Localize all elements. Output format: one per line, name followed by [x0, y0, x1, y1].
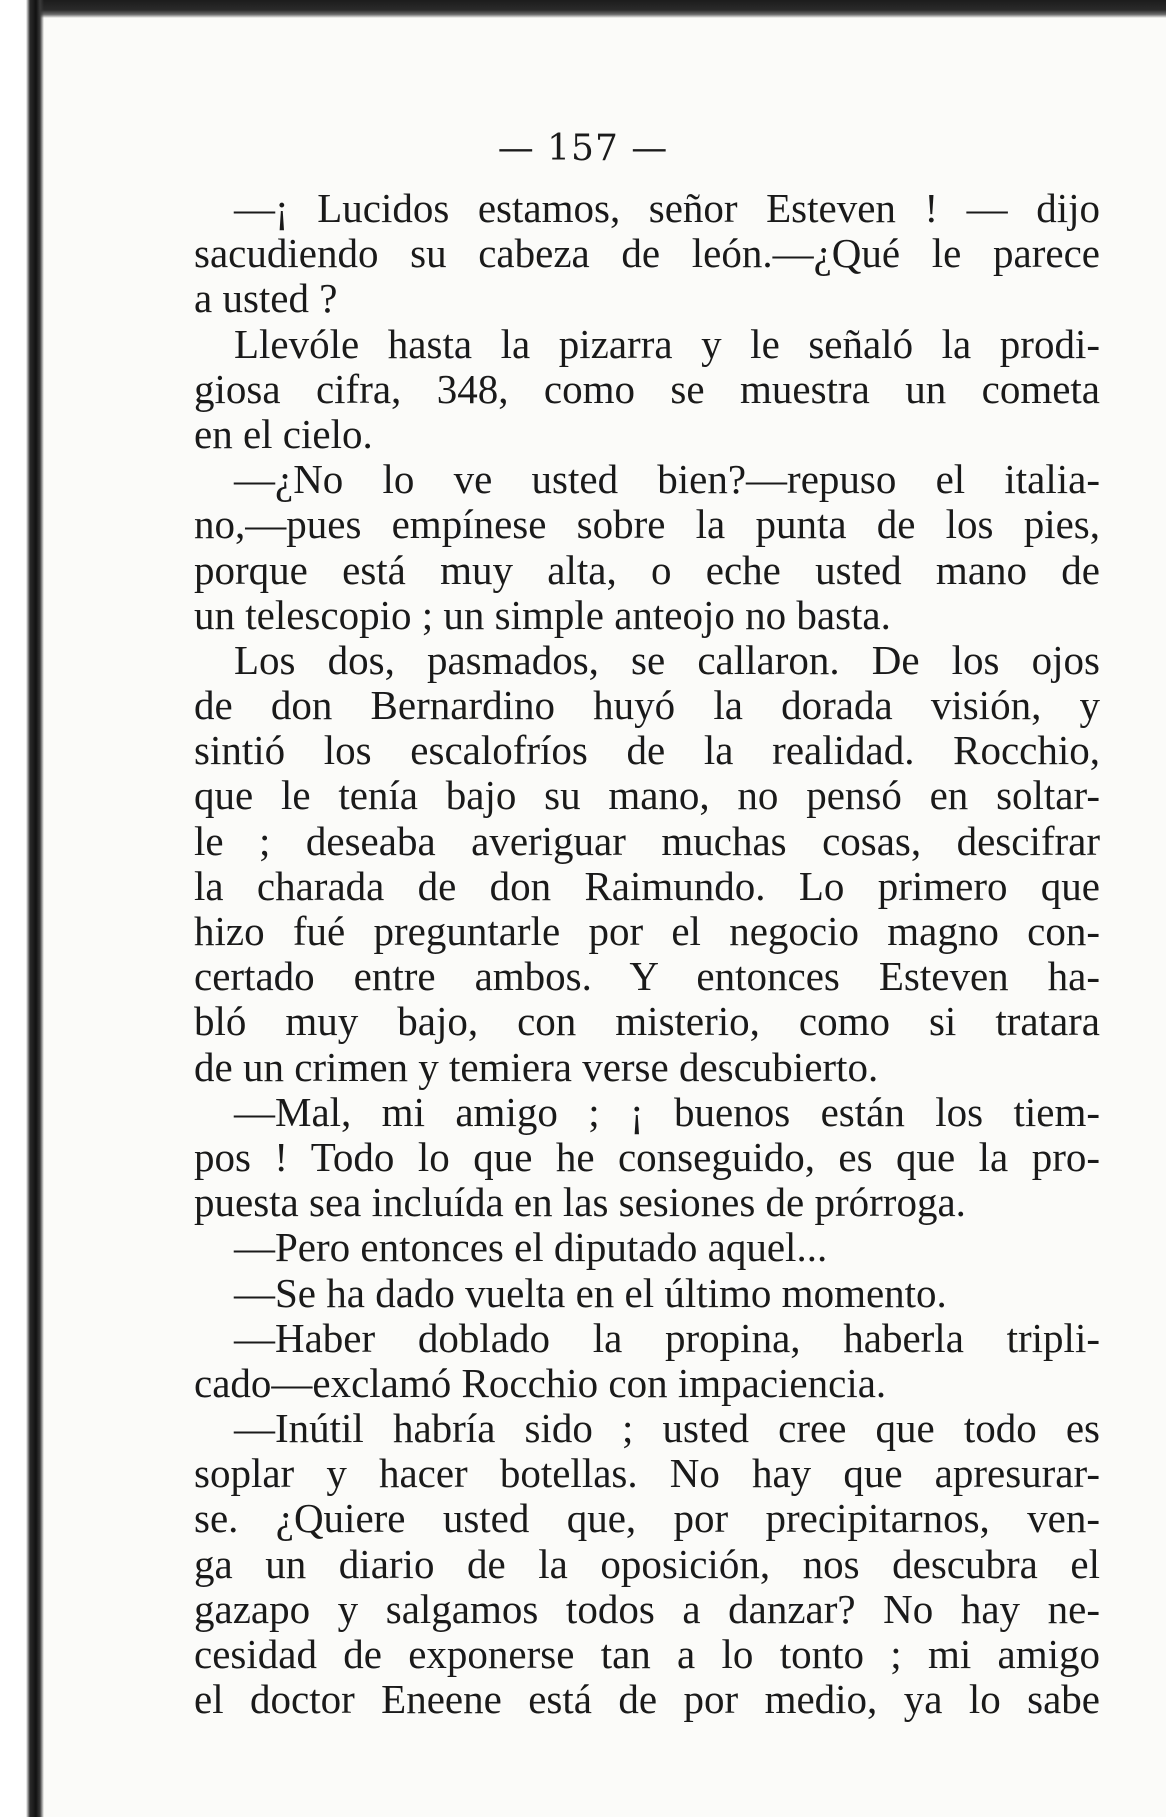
text-line: de un crimen y temiera verse descubierto.	[194, 1043, 879, 1090]
text-line: se. ¿Quiere usted que, por precipitarnos, ven-	[194, 1495, 1100, 1542]
text-line: certado entre ambos. Y entonces Esteven ha-	[194, 953, 1100, 1000]
text-line: —Inútil habría sido ; usted cree que todo es	[234, 1405, 1100, 1452]
text-line: —Mal, mi amigo ; ¡ buenos están los tiem-	[234, 1088, 1100, 1135]
text-line: soplar y hacer botellas. No hay que apresurar-	[194, 1450, 1100, 1497]
text-line: Los dos, pasmados, se callaron. De los ojos	[234, 636, 1100, 683]
text-line: el doctor Eneene está de por medio, ya lo sabe	[194, 1676, 1100, 1723]
page-number: — 157 —	[497, 128, 669, 169]
text-line: —Haber doblado la propina, haberla tripli-	[234, 1314, 1100, 1361]
text-line: no,—pues empínese sobre la punta de los pies,	[194, 501, 1100, 548]
text-line: —Se ha dado vuelta en el último momento.	[234, 1269, 947, 1316]
text-line: sacudiendo su cabeza de león.—¿Qué le parece	[194, 230, 1100, 277]
text-line: puesta sea incluída en las sesiones de prórroga.	[194, 1179, 966, 1226]
text-line: que le tenía bajo su mano, no pensó en soltar-	[194, 772, 1100, 819]
text-line: en el cielo.	[194, 410, 373, 457]
scan-top-edge	[0, 0, 1166, 18]
text-line: le ; deseaba averiguar muchas cosas, descifrar	[194, 817, 1100, 864]
text-line: —¡ Lucidos estamos, señor Esteven ! — dijo	[234, 185, 1100, 231]
text-line: ga un diario de la oposición, nos descubra el	[194, 1540, 1100, 1587]
text-line: sintió los escalofríos de la realidad. Rocchio,	[194, 727, 1100, 774]
body-text	[194, 186, 1100, 1722]
text-line: la charada de don Raimundo. Lo primero que	[194, 862, 1100, 909]
text-line: gazapo y salgamos todos a danzar? No hay ne-	[194, 1585, 1100, 1632]
text-line: un telescopio ; un simple anteojo no basta.	[194, 591, 891, 638]
text-line: cado—exclamó Rocchio con impaciencia.	[194, 1359, 887, 1406]
text-line: giosa cifra, 348, como se muestra un cometa	[194, 365, 1100, 412]
text-line: Llevóle hasta la pizarra y le señaló la prodi-	[234, 320, 1100, 367]
text-line: hizo fué preguntarle por el negocio magno con-	[194, 908, 1100, 954]
text-line: porque está muy alta, o eche usted mano de	[194, 546, 1100, 593]
text-line: —Pero entonces el diputado aquel...	[234, 1224, 828, 1271]
text-line: pos ! Todo lo que he conseguido, es que la pro-	[194, 1133, 1100, 1180]
scan-binding-edge	[0, 0, 44, 1817]
text-line: de don Bernardino huyó la dorada visión, y	[194, 682, 1100, 729]
text-line: bló muy bajo, con misterio, como si tratara	[194, 998, 1100, 1045]
text-line: —¿No lo ve usted bien?—repuso el italia-	[234, 456, 1100, 503]
text-line: cesidad de exponerse tan a lo tonto ; mi amigo	[194, 1631, 1100, 1677]
text-line: a usted ?	[194, 275, 338, 322]
